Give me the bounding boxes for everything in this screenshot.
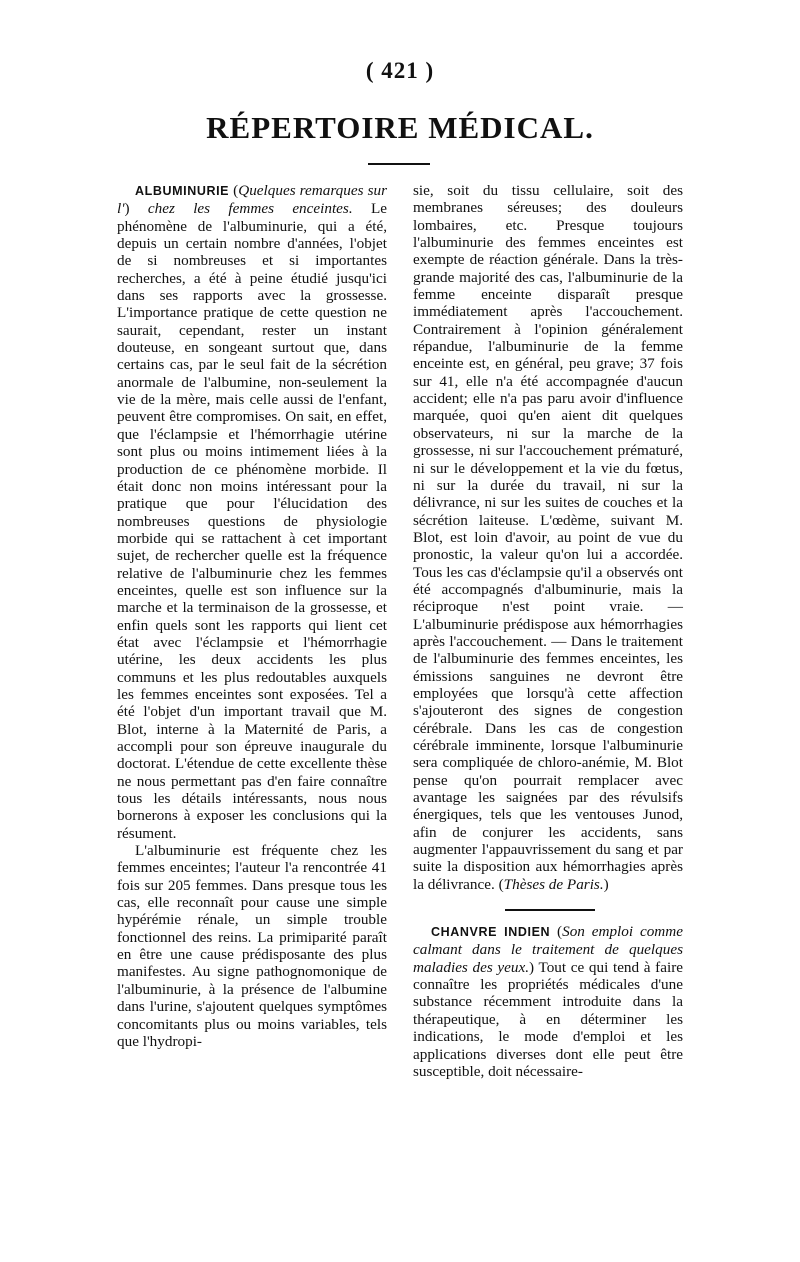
chanvre-sub-open: ( <box>550 923 563 941</box>
albuminurie-text-2a: L'albuminurie est fréquente chez les femmes enceintes; l'auteur l'a rencontrée 41 fois sur 205 femmes. Dans presque tous les cas, elle reconnaît pour cause une simple hypérémie rénale, un simple trouble fonctionnel des reins. La primiparité paraît en être une cause prédisposante des plus manifestes. Au signe pathognomonique de l'albuminurie, à la présence de l'albumine dans l'urine, s'ajoutent quelques symptômes concomitants plus ou moins variables, tels que l'hydropi- <box>117 842 387 1050</box>
albuminurie-paragraph-1 <box>117 182 387 842</box>
albuminurie-subtitle: Quelques remarques sur l' <box>117 182 387 218</box>
text-column-left <box>117 182 387 1050</box>
chanvre-paragraph <box>413 923 683 1080</box>
albuminurie-text-2b: sie, soit du tissu cellulaire, soit des membranes séreuses; des douleurs lombaires, etc. Presque toujours l'albuminurie des femmes enceintes est exempte de réaction générale. Dans la très-grande majorité des cas, l'albuminurie de la femme enceinte disparaît presque immédiatement après l'accouchement. Contrairement à l'opinion généralement répandue, l'albuminurie de la femme enceinte est, en général, peu grave; 37 fois sur 41, elle n'a été accompagnée d'aucun accident; elle n'a pas paru avoir d'influence marquée, quoi qu'en aient dit quelques observateurs, ni sur la marche de la grossesse, ni sur l'accouchement prématuré, ni sur le développement et la vie du fœtus, ni sur la durée du travail, ni sur la délivrance, ni sur les suites de couches et la sécrétion laiteuse. L'œdème, suivant M. Blot, est loin d'avoir, au point de vue du pronostic, la valeur qu'on lui a accordée. Tous les cas d'éclampsie qu'il a observés ont été accompagnés d'albuminurie, mais la réciproque n'est point vraie. — L'albuminurie prédispose aux hémorrhagies après l'accouchement. — Dans le traitement de l'albuminurie des femmes enceintes, les émissions sanguines ne devront être employées que lorsqu'à cette affection s'ajouteront des signes de congestion cérébrale. Dans les cas de congestion cérébrale imminente, lorsque l'albuminurie sera compliquée de chloro-anémie, M. Blot pense qu'on pourrait remplacer avec avantage les saignées par des révulsifs énergiques, tels que les ventouses Junod, afin de conjurer les accidents, sans augmenter l'appauvrissement du sang et par suite la disposition aux hémorrhagies après la délivrance. ( <box>413 182 683 893</box>
albuminurie-paragraph-2 <box>117 842 387 1050</box>
page-title: RÉPERTOIRE MÉDICAL. <box>206 110 594 145</box>
albuminurie-heading: ALBUMINURIE <box>135 184 230 198</box>
albuminurie-text-1: Le phénomène de l'albuminurie, qui a été, depuis un certain nombre d'années, l'objet de si nombreuses et si importantes recherches, a été à peine étudié jusqu'ici dans ses rapports avec la grossesse. L'importance pratique de cette question ne saurait, cependant, rester un instant douteuse, en songeant surtout que, dans certains cas, par le seul fait de la sécrétion anormale de l'albumine, non-seulement la vie de la mère, mais celle aussi de l'enfant, peuvent être compromises. On sait, en effet, que l'éclampsie et l'hémorrhagie utérine sont plus ou moins intimement liées à la production de ce phénomène morbide. Il était donc non moins intéressant pour la pratique que pour l'élucidation des nombreuses questions de physiologie morbide qui se rattachent à cet important sujet, de rechercher quelle est la fréquence relative de l'albuminurie chez les femmes enceintes, quelle est son influence sur la marche et la terminaison de la grossesse, et enfin quels sont les rapports qui lient cet état avec l'éclampsie et l'hémorrhagie utérine, les deux accidents les plus communs et les plus redoutables auxquels les femmes enceintes sont exposées. Tel a été l'objet d'un important travail que M. Blot, interne à la Maternité de Paris, a accompli pour son épreuve inaugurale du doctorat. L'étendue de cette excellente thèse ne nous permettant pas d'en faire connaître tous les détails intéressants, nous nous bornerons à exposer les conclusions qui la résument. <box>117 200 387 842</box>
text-column-right <box>413 182 683 1080</box>
albuminurie-paragraph-2-continued <box>413 182 683 893</box>
albuminurie-source-close: ) <box>603 875 609 893</box>
albuminurie-subtitle-2: chez les femmes enceintes. <box>147 200 353 218</box>
chanvre-text: Tout ce qui tend à faire connaître les propriétés médicales d'une substance récemment introduite dans la thérapeutique, à en déterminer les indications, le mode d'emploi et les applications diverses dont elle peut être susceptible, doit nécessaire- <box>413 958 683 1080</box>
title-divider <box>368 163 430 165</box>
chanvre-subtitle: Son emploi comme calmant dans le traitement de quelques maladies des yeux. <box>413 923 683 976</box>
albuminurie-sub-open: ( <box>229 182 239 199</box>
albuminurie-sub-close: ) <box>124 200 148 218</box>
page-number: ( 421 ) <box>365 58 435 83</box>
entry-divider <box>505 909 595 911</box>
albuminurie-source: Thèses de Paris. <box>503 875 604 893</box>
chanvre-sub-close: ) <box>529 958 535 976</box>
chanvre-heading: CHANVRE INDIEN <box>431 925 551 940</box>
